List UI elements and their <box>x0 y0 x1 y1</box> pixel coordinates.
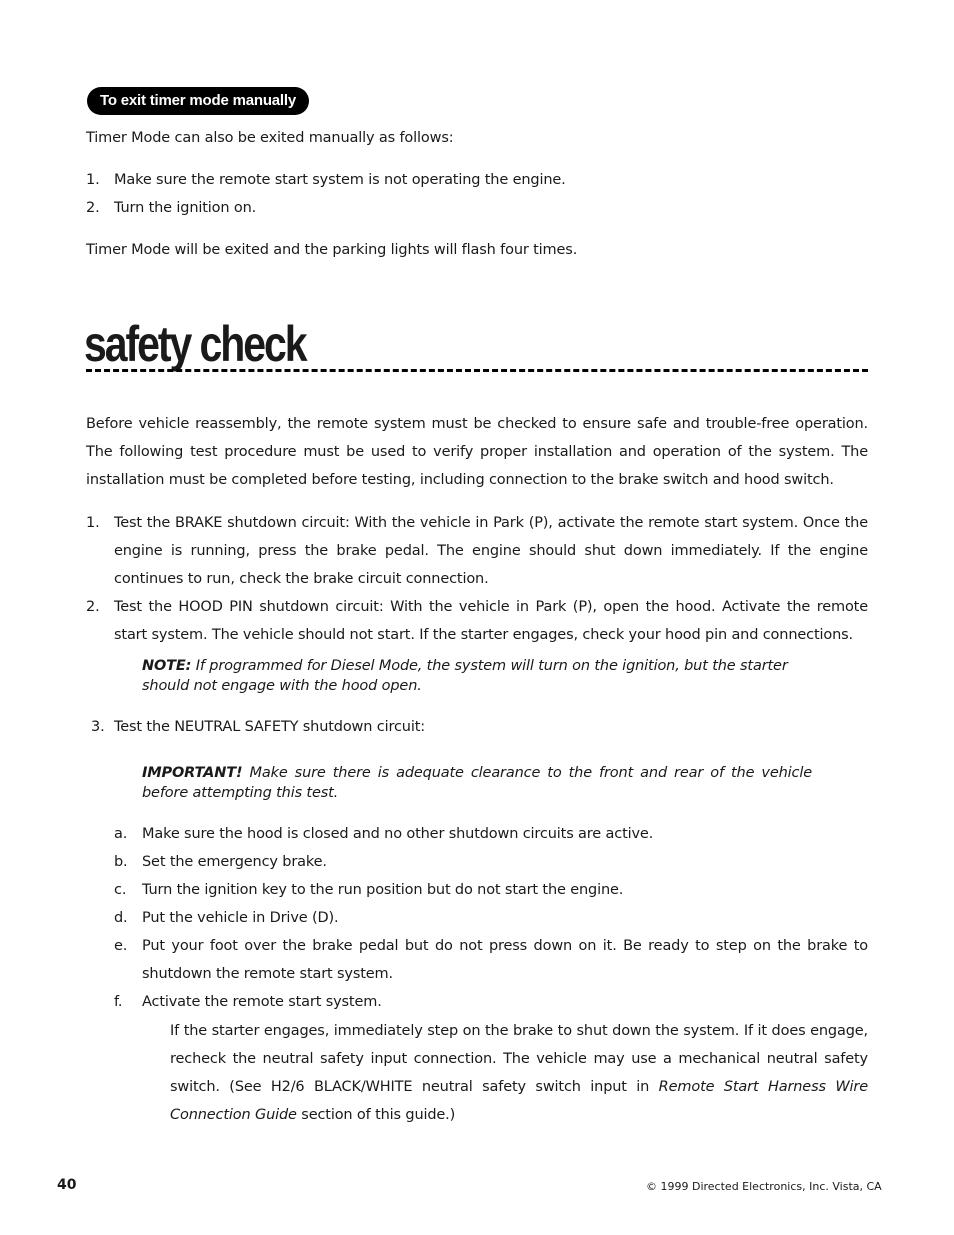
note-label: NOTE: <box>142 658 192 674</box>
list-text: Test the BRAKE shutdown circuit: With the vehicle in Park (P), activate the remote start system. Once the engine is running, press the brake pedal. The engine should shut down immediately. If the engine continues to run, check the brake circuit connection. <box>114 515 868 587</box>
list-number: 3. <box>91 719 105 735</box>
list-text: Put the vehicle in Drive (D). <box>142 910 339 926</box>
safety-intro-text: Before vehicle reassembly, the remote system must be checked to ensure safe and trouble-free operation. The following test procedure must be used to verify proper installation and operation of the system. The installation must be completed before testing, including connection to the brake switch and hood switch. <box>86 416 868 488</box>
list-number: 2. <box>86 200 100 216</box>
list-text: Test the HOOD PIN shutdown circuit: With the vehicle in Park (P), open the hood. Activate the remote start system. The vehicle should not start. If the starter engages, check your hood pin and connections. <box>114 599 868 643</box>
list-text: Turn the ignition on. <box>114 200 257 216</box>
list-text: Make sure the hood is closed and no other shutdown circuits are active. <box>142 826 654 842</box>
list-text: Activate the remote start system. <box>142 994 382 1010</box>
list-number: c. <box>114 882 127 898</box>
important-block <box>142 763 812 803</box>
list-text: Make sure the remote start system is not operating the engine. <box>114 172 566 188</box>
list-number: 1. <box>86 515 100 531</box>
list-number: e. <box>114 938 128 954</box>
list-number: a. <box>114 826 128 842</box>
important-label: IMPORTANT! <box>142 765 243 781</box>
list-number: 1. <box>86 172 100 188</box>
exit-result-text: Timer Mode will be exited and the parking lights will flash four times. <box>86 242 578 258</box>
list-number: b. <box>114 854 128 870</box>
list-text: Set the emergency brake. <box>142 854 327 870</box>
list-text: Turn the ignition key to the run position but do not start the engine. <box>142 882 624 898</box>
list-text: Put your foot over the brake pedal but do not press down on it. Be ready to step on the brake to shutdown the remote start system. <box>142 938 868 982</box>
list-number: 2. <box>86 599 100 615</box>
intro-text: Timer Mode can also be exited manually as follows: <box>86 130 454 146</box>
note-text: If programmed for Diesel Mode, the system will turn on the ignition, but the starter should not engage with the hood open. <box>142 658 788 694</box>
page-number: 40 <box>57 1177 77 1193</box>
note-block <box>142 656 822 696</box>
list-text: Test the NEUTRAL SAFETY shutdown circuit: <box>114 719 425 735</box>
important-text: Make sure there is adequate clearance to the front and rear of the vehicle before attempting this test. <box>142 765 812 801</box>
final-text-pre: If the starter engages, immediately step on the brake to shut down the system. If it does engage, recheck the neutral safety input connection. The vehicle may use a mechanical neutral safety switch. (See H2/6 BLACK/WHITE neutral safety switch input in <box>170 1023 868 1095</box>
section-label: To exit timer mode manually <box>87 87 309 115</box>
list-number: f. <box>114 994 123 1010</box>
final-paragraph <box>170 1017 868 1129</box>
final-text-post: section of this guide.) <box>296 1107 456 1123</box>
page-title: safety check <box>84 316 306 372</box>
heading-divider <box>86 369 868 372</box>
copyright: © 1999 Directed Electronics, Inc. Vista, CA <box>646 1180 882 1193</box>
list-number: d. <box>114 910 128 926</box>
guide-reference: Remote Start Harness Wire Connection Guide <box>170 1079 868 1123</box>
